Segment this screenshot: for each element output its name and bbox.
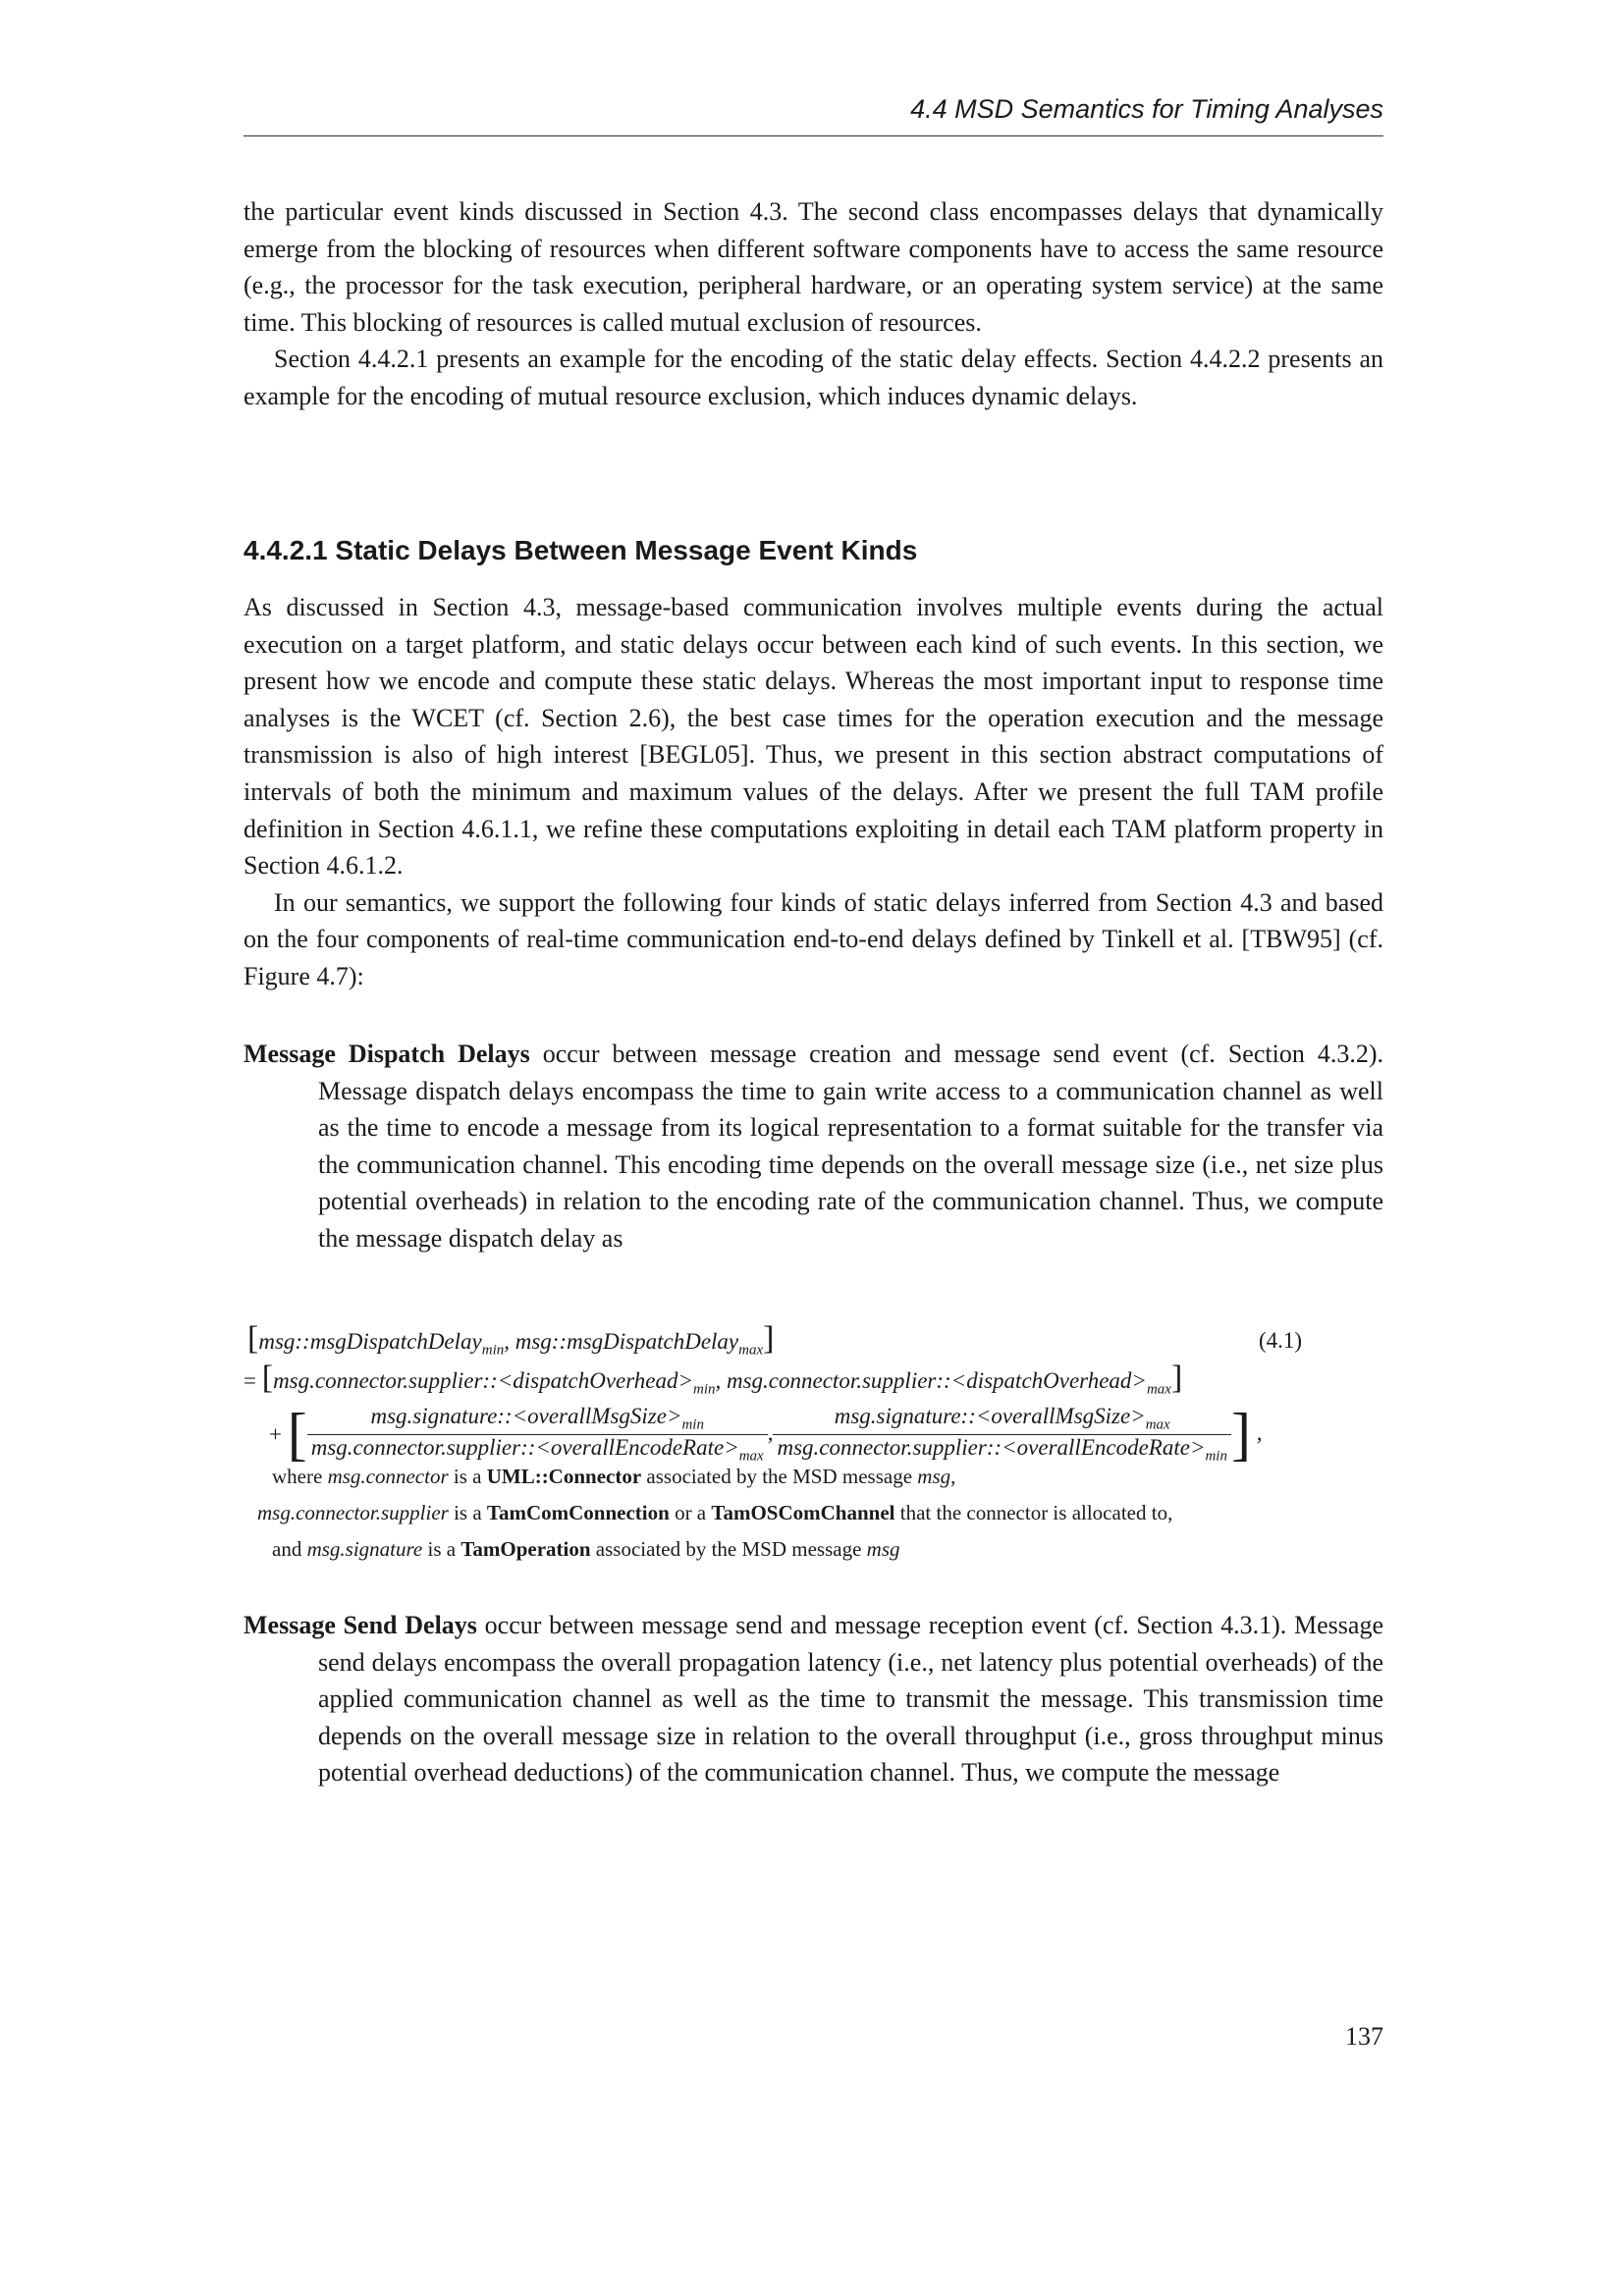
eq-sub: min — [693, 1381, 716, 1398]
definition-item — [244, 1036, 1383, 1257]
eq-sub: max — [738, 1342, 764, 1359]
eq-term: msg.connector.supplier::<dispatchOverhead> — [727, 1368, 1147, 1393]
eq-sub: min — [481, 1342, 505, 1359]
intro-text — [244, 193, 1383, 415]
where-clause: and msg.signature is a TamOperation associated by the MSD message msg — [272, 1537, 900, 1561]
paragraph: the particular event kinds discussed in Section 4.3. The second class encompasses delays that dynamically emerge from the blocking of resources when different software components have to access the same resource (e.g., the processor for the task execution, peripheral hardware, or an operating system service) at the same time. This blocking of resources is called mutual exclusion of resources. — [244, 197, 1383, 337]
eq-term: msg::msgDispatchDelay — [514, 1329, 739, 1354]
definition-term: Message Send Delays — [244, 1611, 477, 1639]
section-heading: 4.4.2.1 Static Delays Between Message Event Kinds — [244, 535, 918, 565]
definition-text: occur between message send and message reception event (cf. Section 4.3.1). Message send delays encompass the overall propagation latency (i.e., net latency plus potential overheads) of the applied communication channel as well as the time to transmit the message. This transmission time depends on the overall message size in relation to the overall throughput (i.e., gross throughput minus potential overhead deductions) of the communication channel. Thus, we compute the message — [318, 1611, 1383, 1788]
definition-item — [244, 1607, 1383, 1791]
section-text — [244, 589, 1383, 995]
paragraph: As discussed in Section 4.3, message-based communication involves multiple events during the actual execution on a target platform, and static delays occur between each kind of such events. In this section, we present how we encode and compute these static delays. Whereas the most important input to response time analyses is the WCET (cf. Section 2.6), the best case times for the operation execution and the message transmission is also of high interest [BEGL05]. Thus, we present in this section abstract computations of intervals of both the minimum and maximum values of the delays. After we present the full TAM profile definition in Section 4.6.1.1, we refine these computations exploiting in detail each TAM platform property in Section 4.6.1.2. — [244, 593, 1383, 881]
equation-number: (4.1) — [1259, 1328, 1303, 1353]
header-rule — [244, 135, 1383, 136]
page-number: 137 — [1345, 2022, 1383, 2051]
paragraph: In our semantics, we support the following four kinds of static delays inferred from Section 4.3 and based on the four components of real-time communication end-to-end delays defined by Tinkell et al. [TBW95] (cf. Figure 4.7): — [244, 887, 1383, 990]
where-clause: where msg.connector is a UML::Connector associated by the MSD message msg, — [272, 1465, 956, 1488]
running-header: 4.4 MSD Semantics for Timing Analyses — [910, 94, 1383, 124]
definition-term: Message Dispatch Delays — [244, 1040, 530, 1068]
fraction: $\frac{msg.signature::<overallMsgSize>_{min}}{msg.connector.supplier::<overallEncodeRate>_{max}}$ — [307, 1404, 768, 1465]
eq-term: msg.connector.supplier::<dispatchOverhead> — [273, 1368, 693, 1393]
fraction: $\frac{msg.signature::<overallMsgSize>_{max}}{msg.connector.supplier::<overallEncodeRate>_{min}}$ — [773, 1404, 1231, 1465]
definition-text: occur between message creation and message send event (cf. Section 4.3.2). Message dispatch delays encompass the time to gain write access to a communication channel as well as the time to encode a message from its logical representation to a format suitable for the transfer via the communication channel. This encoding time depends on the overall message size (i.e., net size plus potential overheads) in relation to the encoding rate of the communication channel. Thus, we compute the message dispatch delay as — [318, 1040, 1383, 1253]
eq-sub: max — [1146, 1381, 1171, 1398]
paragraph: Section 4.4.2.1 presents an example for the encoding of the static delay effects. Section 4.4.2.2 presents an example for the encoding of mutual resource exclusion, which induces dynamic delays. — [244, 345, 1383, 410]
eq-term: msg::msgDispatchDelay — [258, 1329, 482, 1354]
where-clause: msg.connector.supplier is a TamComConnection or a TamOSComChannel that the connector is allocated to, — [257, 1501, 1173, 1524]
